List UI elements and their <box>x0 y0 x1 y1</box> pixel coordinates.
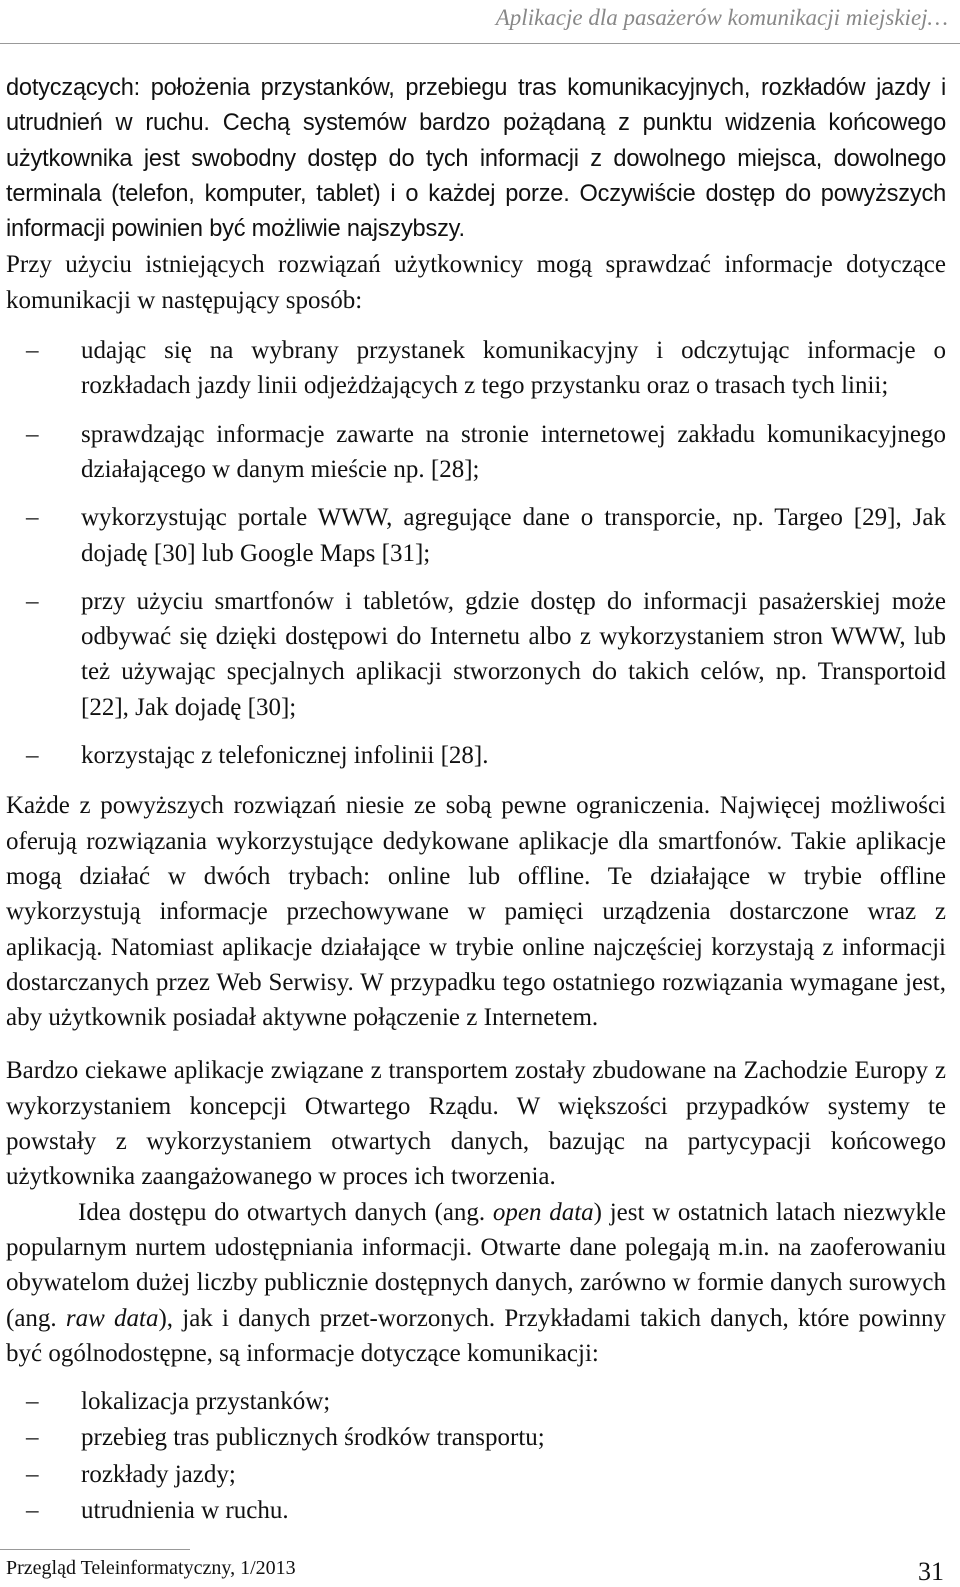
running-header <box>0 0 960 46</box>
page-footer <box>0 1538 960 1586</box>
text-run: ), jak i danych przet-worzonych. Przykładami takich danych, które powinny być ogólnodostępne, są informacje dotyczące komunikacji: <box>6 1304 947 1367</box>
list-item: – lokalizacja przystanków; <box>6 1384 946 1419</box>
italic-term-open-data: open data <box>492 1198 594 1226</box>
italic-term-raw-data: raw data <box>65 1304 159 1332</box>
article-body <box>6 71 946 1529</box>
running-header-title: Aplikacje dla pasażerów komunikacji miejskiej… <box>495 5 948 30</box>
list-item: – korzystając z telefonicznej infolinii [28]. <box>6 738 946 773</box>
list-item: – wykorzystując portale WWW, agregujące dane o transporcie, np. Targeo [29], Jak dojadę [30] lub Google Maps [31]; <box>6 500 946 571</box>
list-item: – przy użyciu smartfonów i tabletów, gdzie dostęp do informacji pasażerskiej może odbywać się dzięki dostępowi do Internetu albo z wykorzystaniem stron WWW, lub też używając specjalnych aplikacji stworzonych do takich celów, np. Transportoid [22], Jak dojadę [30]; <box>6 584 946 725</box>
list-item: – sprawdzając informacje zawarte na stronie internetowej zakładu komunikacyjnego działającego w danym mieście np. [28]; <box>6 417 946 488</box>
footer-divider <box>0 1549 190 1550</box>
list-item: – rozkłady jazdy; <box>6 1457 946 1492</box>
paragraph-limitations: Każde z powyższych rozwiązań niesie ze sobą pewne ograniczenia. Najwięcej możliwości oferują rozwiązania wykorzystujące dedykowane aplikacje dla smartfonów. Takie aplikacje mogą działać w dwóch trybach: online lub offline. Te działające w trybie offline wykorzystują informacje przechowywane w pamięci urządzenia dostarczone wraz z aplikacją. Natomiast aplikacje działające w trybie online najczęściej korzystają z informacji dostarczanych przez Web Serwisy. W przypadku tego ostatniego rozwiązania wymagane jest, aby użytkownik posiadał aktywne połączenie z Internetem. <box>6 792 946 1032</box>
list-item: – przebieg tras publicznych środków transportu; <box>6 1420 946 1455</box>
header-divider <box>0 43 960 44</box>
list-item: – utrudnienia w ruchu. <box>6 1493 946 1528</box>
page-number: 31 <box>918 1557 944 1586</box>
paragraph-open-data <box>6 1195 946 1371</box>
open-data-list <box>6 1384 946 1528</box>
paragraph-intro: dotyczących: położenia przystanków, przebiegu tras komunikacyjnych, rozkładów jazdy i utrudnień w ruchu. Cechą systemów bardzo pożądaną z punktu widzenia końcowego użytkownika jest swobodny dostęp do tych informacji z dowolnego miejsca, dowolnego terminala (telefon, komputer, tablet) i o każdej porze. Oczywiście dostęp do powyższych informacji powinien być możliwie najszybszy. <box>6 75 946 243</box>
footer-journal-name: Przegląd Teleinformatyczny, 1/2013 <box>6 1557 296 1579</box>
text-run: ) jest w ostatnich latach niezwykle popularnym nurtem udostępniania informacji. Otwarte dane polegają m.in. na zaoferowaniu obywatelom dużej liczby publicznie dostępnych danych, zarówno w formie danych surowych (ang. <box>6 1198 946 1332</box>
text-run: Idea dostępu do otwartych danych (ang. <box>78 1198 493 1226</box>
list-item: – udając się na wybrany przystanek komunikacyjny i odczytując informacje o rozkładach jazdy linii odjeżdżających z tego przystanku oraz o trasach tych linii; <box>6 333 946 404</box>
paragraph-methods: Przy użyciu istniejących rozwiązań użytkownicy mogą sprawdzać informacje dotyczące komunikacji w następujący sposób: <box>6 251 946 314</box>
methods-list <box>6 333 946 773</box>
paragraph-open-government: Bardzo ciekawe aplikacje związane z transportem zostały zbudowane na Zachodzie Europy z wykorzystaniem koncepcji Otwartego Rządu. W większości przypadków systemy te powstały z wykorzystaniem otwartych danych, bazując na partycypacji końcowego użytkownika zaangażowanego w proces ich tworzenia. <box>6 1057 946 1191</box>
